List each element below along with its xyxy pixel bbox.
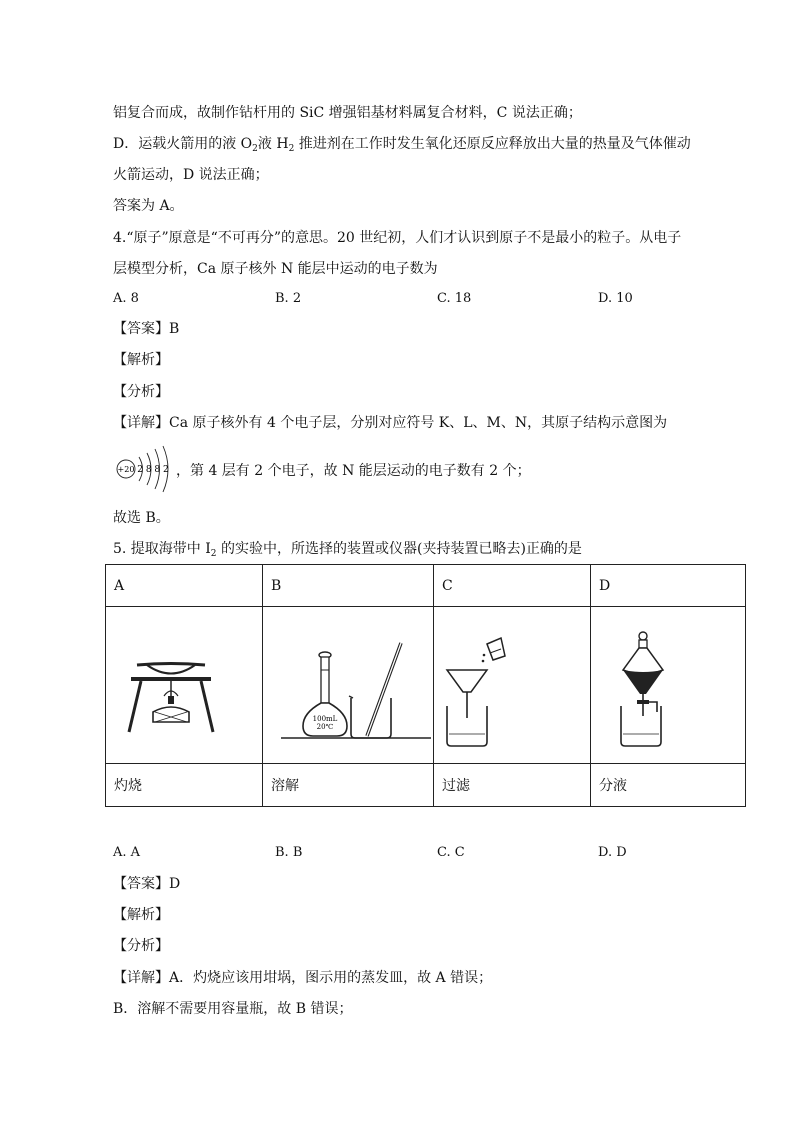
detail-text: B．溶解不需要用容量瓶，故 B 错误； — [113, 1001, 353, 1017]
analysis-subheading: 【分析】 — [113, 938, 169, 954]
option-a: A. A — [113, 845, 141, 860]
detail-text: ，第 4 层有 2 个电子，故 N 能层运动的电子数有 2 个； — [176, 463, 531, 479]
separatory-funnel-illustration — [591, 608, 746, 758]
column-header-a: A — [106, 565, 263, 607]
question-stem: 5. 提取海带中 $I_2$ 的实验中，所选择的装置或仪器(夹持装置已略去)正确的是 — [113, 541, 582, 559]
question-stem: 层模型分析，Ca 原子核外 N 能层中运动的电子数为 — [113, 261, 438, 277]
column-header-b: B — [263, 565, 434, 607]
flask-volume-label: 100mL — [312, 715, 338, 723]
analysis-subheading: 【分析】 — [113, 384, 169, 400]
label-c: 过滤 — [434, 764, 591, 807]
atom-structure-diagram — [113, 445, 175, 495]
nucleus-label: +20 — [117, 465, 135, 474]
apparatus-cell-c — [434, 607, 591, 764]
filtration-funnel-illustration — [435, 608, 590, 758]
apparatus-cell-d — [591, 607, 746, 764]
text-line: 火箭运动，D 说法正确； — [113, 167, 269, 183]
label-d: 分液 — [591, 764, 746, 807]
text-line: 铝复合而成，故制作钻杆用的 SiC 增强铝基材料属复合材料，C 说法正确； — [113, 105, 582, 121]
apparatus-cell-a — [106, 607, 263, 764]
column-header-c: C — [434, 565, 591, 607]
detail-text: 【详解】A．灼烧应该用坩埚，图示用的蒸发皿，故 A 错误； — [113, 970, 493, 986]
option-c: C. 18 — [437, 291, 472, 306]
option-a: A. 8 — [113, 291, 139, 306]
option-d: D. D — [598, 845, 627, 860]
option-b: B. B — [275, 845, 303, 860]
flask-temperature-label: 20℃ — [316, 723, 334, 731]
answer-line: 答案为 A。 — [113, 198, 184, 214]
option-d: D. 10 — [598, 291, 633, 306]
apparatus-cell-b — [263, 607, 434, 764]
label-a: 灼烧 — [106, 764, 263, 807]
option-b: B. 2 — [275, 291, 302, 306]
column-header-d: D — [591, 565, 746, 607]
evaporating-dish-tripod-illustration — [109, 608, 259, 758]
text-line: D．运载火箭用的液 $O_2$液 $H_2$ 推进剂在工作时发生氧化还原反应释放出大量的热量及气体催动 — [113, 136, 691, 154]
answer-label: 【答案】D — [113, 876, 181, 892]
apparatus-table — [105, 564, 746, 807]
volumetric-flask-beaker-illustration — [263, 608, 433, 758]
analysis-label: 【解析】 — [113, 352, 169, 368]
detail-text: 【详解】Ca 原子核外有 4 个电子层，分别对应符号 K、L、M、N，其原子结构示意图为 — [113, 415, 668, 431]
answer-label: 【答案】B — [113, 321, 180, 337]
question-stem: 4.“原子”原意是“不可再分”的意思。20 世纪初，人们才认识到原子不是最小的粒子。从电子 — [113, 230, 682, 246]
conclusion-text: 故选 B。 — [113, 510, 170, 526]
label-b: 溶解 — [263, 764, 434, 807]
shell-electrons-label: 2 8 8 2 — [137, 465, 169, 475]
analysis-label: 【解析】 — [113, 907, 169, 923]
option-c: C. C — [437, 845, 465, 860]
